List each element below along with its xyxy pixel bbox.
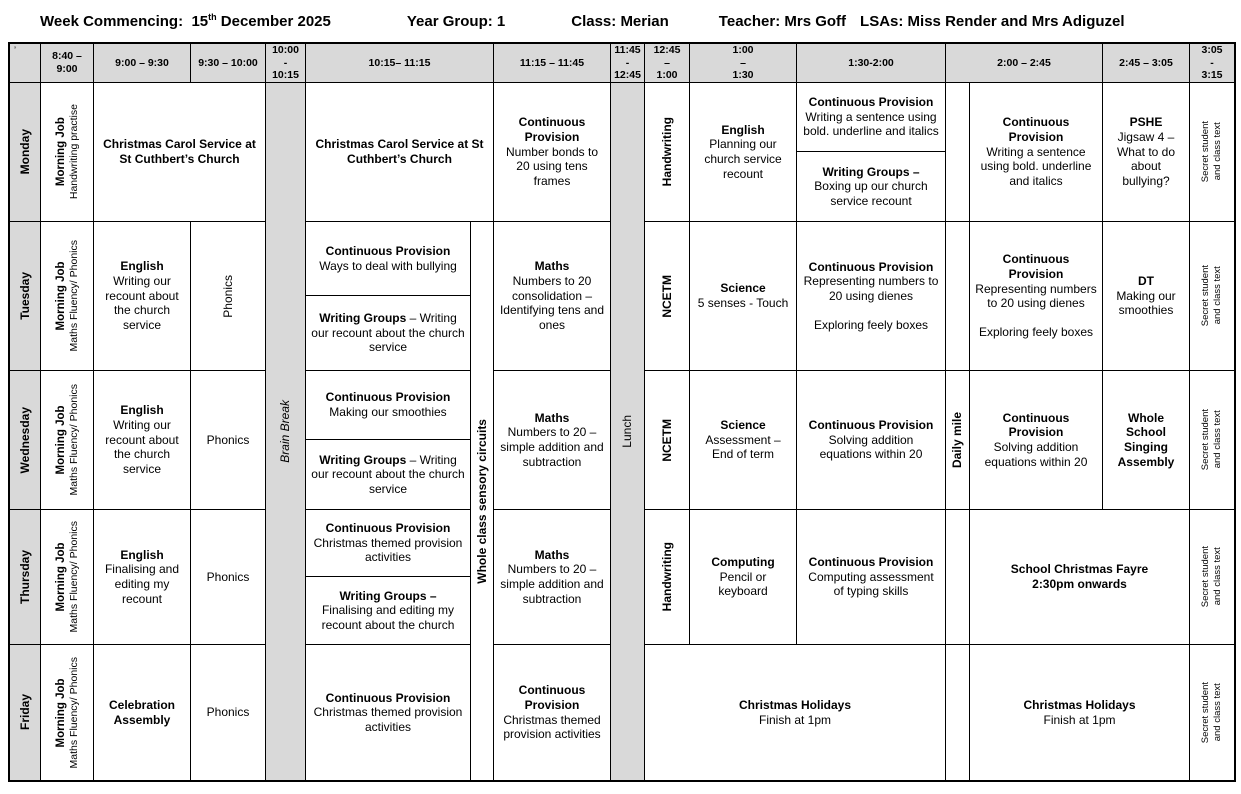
lesson-body: Maths Fluency/ Phonics [67,384,80,496]
secret-line: and class text [1212,547,1223,607]
lesson-body: Writing our recount about the church service [105,418,179,476]
cell-wed-maths [494,371,610,509]
lesson-title: Whole School Singing Assembly [1117,410,1175,469]
lesson-title: Continuous Provision [325,521,451,536]
week-commencing-text [40,12,331,30]
lesson-title: Morning Job [54,117,67,187]
cell-wed-phonics [191,371,265,509]
lesson-title: Continuous Provision [808,95,934,110]
cell-tue-english [94,222,190,370]
lesson [802,95,940,139]
cell-thu-1015-split [306,510,470,644]
lesson [1114,411,1178,470]
secret-line: and class text [1212,683,1223,742]
lesson [311,244,465,273]
cell-mon-secret-student [1190,83,1234,221]
lesson-body: Assessment – End of term [705,432,781,462]
lesson-body: Writing a sentence using bold. underline and italics [803,109,939,139]
lesson [99,698,185,727]
week-date-rest: December 2025 [216,13,331,30]
cell-wed-cp-130 [797,371,945,509]
time-label [654,44,681,82]
lesson-title: Morning Job [54,678,67,747]
split-top [306,371,470,440]
split-bottom [797,152,945,221]
lesson-body: Handwriting practise [67,104,80,200]
lesson [695,555,791,599]
day-name: Wednesday [17,406,32,474]
phonics-label: Phonics [220,274,235,318]
lesson-title: Christmas Holidays [1023,697,1136,712]
morning-job [54,657,81,768]
lesson-title: English [721,122,765,137]
secret-student [1200,546,1224,607]
lesson-body: Computing assessment of typing skills [808,569,934,599]
secret-student [1200,682,1224,743]
secret-line: and class text [1212,266,1223,326]
lesson-body: Solving addition equations within 20 [819,432,923,462]
time-line: 1:00 [656,69,678,82]
cell-tue-maths [494,222,610,370]
time-line: 11:45 [614,44,641,57]
split-top [797,83,945,152]
cell-thu-phonics [191,510,265,644]
cell-wed-singing-assembly [1103,371,1189,509]
lesson-body: Christmas themed provision activities [313,535,463,565]
lesson-body: Planning our church service recount [704,137,782,181]
header-time-1115-1145 [494,44,610,82]
lesson-title: Writing Groups – [339,588,437,603]
lesson [499,259,605,332]
header-time-100-130 [690,44,796,82]
header-time-1015-1115 [306,44,493,82]
day-label-friday [10,645,40,780]
time-line: 1:30 [732,69,754,82]
lesson-title: Maths [534,547,570,562]
lesson [802,260,940,333]
time-label: 9:00 – 9:30 [115,56,169,69]
phonics-label: Phonics [206,569,250,584]
year-group-text: Year Group: 1 [406,13,506,30]
pm-session-label: Handwriting [659,542,674,612]
lesson-body: Jigsaw 4 – What to do about bullying? [1116,130,1176,188]
lesson-title: Continuous Provision [808,418,934,433]
lesson [311,390,465,419]
lesson-body: Ways to deal with bullying [319,258,457,273]
cell-fri-daily-mile-empty [946,645,969,780]
lesson-body: Finalising and editing my recount about the church [321,603,455,632]
lesson-title: 2:30pm onwards [1032,577,1127,591]
header-time-305-315 [1190,44,1234,82]
cell-wed-1015-split [306,371,470,509]
week-date-ordinal: th [208,12,217,22]
time-label: 8:40 – 9:00 [52,50,82,75]
secret-student [1200,121,1224,182]
corner-mark: ’ [14,45,16,55]
time-label [732,44,753,82]
lesson [499,411,605,470]
time-label [272,44,299,82]
lesson [499,683,605,742]
secret-line: Secret student [1200,546,1212,608]
lesson-title: Christmas Carol Service at St Cuthbert’s Church [103,137,256,166]
brain-break-label: Brain Break [278,400,293,463]
cell-mon-cp-200 [970,83,1102,221]
phonics-label: Phonics [206,705,250,720]
lesson-title: English [120,547,164,562]
lesson-title: Continuous Provision [1002,410,1070,440]
time-line: 3:05 [1201,44,1223,57]
lesson [311,137,488,166]
lesson-title: Maths [534,259,570,274]
lesson-title: Continuous Provision [808,555,934,570]
cell-thu-english [94,510,190,644]
lesson-body: Numbers to 20 – simple addition and subtraction [500,562,604,606]
time-label: 2:00 – 2:45 [997,56,1051,69]
lesson-title: Writing Groups [319,311,407,326]
lesson-title: Christmas Holidays [738,697,852,712]
lesson [311,311,465,355]
cell-fri-cp-1115 [494,645,610,780]
time-line: - [283,56,288,69]
lesson-body: Numbers to 20 – simple addition and subtraction [500,425,604,469]
lesson-body: Christmas themed provision activities [313,705,463,734]
time-line: - [1210,56,1214,69]
cell-mon-cp-1115 [494,83,610,221]
lesson-body: Exploring feely boxes [978,324,1094,339]
lesson [499,548,605,607]
lesson-title: DT [1138,274,1154,289]
week-date: 15 [191,13,209,30]
secret-line: Secret student [1200,265,1212,327]
lesson-body: Pencil or keyboard [718,569,768,599]
lesson [802,555,940,599]
cell-tue-daily-mile-empty [946,222,969,370]
lesson-title: English [120,259,164,274]
time-label [614,44,641,82]
cell-mon-english [690,83,796,221]
pm-session-label: Handwriting [659,117,674,187]
cell-tue-morning-job [41,222,93,370]
header-time-245-305 [1103,44,1189,82]
cell-brain-break [266,83,305,780]
cell-sensory-circuits [471,222,493,780]
lesson-body: Writing a sentence using bold. underline and italics [980,144,1092,188]
class-text: Class: Merian [571,13,669,30]
lesson [975,115,1097,188]
lesson-title: Christmas Carol Service at St Cuthbert’s Church [315,137,484,166]
lesson-body: Finalising and editing my recount [104,562,180,606]
header-corner-cell [10,44,40,82]
lesson [802,165,940,209]
lesson-body: Exploring feely boxes [813,317,929,332]
lesson [1108,115,1184,188]
split-bottom [306,577,470,644]
cell-thu-cp-130 [797,510,945,644]
split-bottom [306,296,470,370]
header-time-1145-1245 [611,44,644,82]
time-label: 1:30-2:00 [848,56,894,69]
lesson [695,123,791,182]
lesson-body: Maths Fluency/ Phonics [67,656,80,769]
lesson [99,403,185,476]
time-label: 10:15– 11:15 [368,56,431,69]
time-line: 10:00 [272,44,299,57]
time-line: 12:45 [653,44,681,57]
cell-wed-science [690,371,796,509]
lesson-body: Solving addition equations within 20 [984,440,1088,469]
lesson-title: Continuous Provision [808,259,934,274]
cell-tue-dt [1103,222,1189,370]
cell-mon-carol-service-1015 [306,83,493,221]
header-time-130-200 [797,44,945,82]
lesson-title: Continuous Provision [1002,115,1070,145]
cell-thu-secret-student [1190,510,1234,644]
teacher-text: Teacher: Mrs Goff [718,13,847,30]
lesson [975,411,1097,470]
cell-wed-morning-job [41,371,93,509]
lesson-body: – Writing our recount about the church service [311,452,465,496]
secret-line: Secret student [1200,681,1212,744]
lesson [975,252,1097,339]
lesson-title: Continuous Provision [325,390,451,405]
secret-line: and class text [1212,410,1223,470]
lesson-title: Continuous Provision [518,683,586,712]
lesson [695,418,791,462]
lesson-title: Morning Job [54,542,67,612]
lesson [650,698,940,727]
cell-tue-science [690,222,796,370]
cell-fri-cp-1015 [306,645,470,780]
lesson-body: Boxing up our church service recount [814,179,928,208]
cell-fri-christmas-holidays-pm1 [645,645,945,780]
lesson [311,691,465,735]
cell-thu-computing [690,510,796,644]
cell-tue-cp-200 [970,222,1102,370]
split-top [306,222,470,296]
split-top [306,510,470,577]
lesson [499,115,605,188]
lesson-title: Continuous Provision [518,115,586,145]
cell-lunch [611,83,644,780]
secret-student [1200,265,1224,326]
lesson [311,521,465,565]
day-name: Monday [17,129,32,175]
lesson [99,548,185,607]
lesson-body: Maths Fluency/ Phonics [67,521,80,633]
lesson [695,281,791,310]
lesson-body: Finish at 1pm [1043,712,1116,727]
day-label-wednesday [10,371,40,509]
phonics-label: Phonics [206,432,250,447]
cell-thu-pm-handwriting [645,510,689,644]
cell-wed-secret-student [1190,371,1234,509]
daily-mile-label: Daily mile [950,411,965,469]
pm-session-label: NCETM [659,418,674,462]
time-line: 12:45 [614,69,641,82]
time-line: – [740,56,746,69]
cell-tue-1015-split [306,222,470,370]
cell-mon-daily-mile-empty [946,83,969,221]
morning-job [54,240,81,351]
lesson-title: Continuous Provision [1002,252,1070,282]
lesson [99,137,260,166]
header-time-930-1000 [191,44,265,82]
day-label-thursday [10,510,40,644]
lesson-title: Science [720,418,766,433]
lunch-label: Lunch [620,415,635,448]
time-label: 9:30 – 10:00 [198,56,258,69]
secret-line: Secret student [1200,409,1212,471]
cell-mon-pm-handwriting [645,83,689,221]
lesson-title: Writing Groups [319,452,407,467]
cell-fri-morning-job [41,645,93,780]
time-label: 2:45 – 3:05 [1119,56,1173,69]
lesson [99,259,185,332]
lesson-body: Finish at 1pm [758,712,832,727]
time-line: 10:15 [272,69,299,82]
lesson [311,453,465,497]
cell-tue-pm-ncetm [645,222,689,370]
cell-fri-secret-student [1190,645,1234,780]
cell-tue-secret-student [1190,222,1234,370]
split-bottom [306,440,470,509]
lesson-body: Representing numbers to 20 using dienes [803,274,939,303]
morning-job [54,521,81,632]
header-time-1245-100 [645,44,689,82]
day-label-monday [10,83,40,221]
pm-session-label: NCETM [659,274,674,318]
lesson-body: Numbers to 20 consolidation – Identifying tens and ones [499,274,605,332]
time-line: - [625,56,630,69]
lesson-title: Morning Job [54,261,67,331]
header-time-200-245 [946,44,1102,82]
lesson-title: Computing [711,555,775,570]
time-line: 3:15 [1201,69,1223,82]
time-label [1201,44,1222,82]
cell-wed-cp-200 [970,371,1102,509]
header-time-900-930 [94,44,190,82]
cell-thu-christmas-fayre [970,510,1189,644]
lesson-title: Continuous Provision [325,243,451,258]
cell-fri-celebration-assembly [94,645,190,780]
lesson-body: Maths Fluency/ Phonics [67,240,80,352]
cell-mon-pshe [1103,83,1189,221]
lesson-title: Science [720,281,766,296]
lesson-body: – Writing our recount about the church service [311,311,465,355]
cell-thu-daily-mile-empty [946,510,969,644]
secret-line: Secret student [1200,121,1212,183]
lesson-title: PSHE [1129,115,1163,130]
lesson-title: Continuous Provision [325,690,451,705]
lesson-title: English [120,403,164,418]
cell-wed-english [94,371,190,509]
cell-thu-morning-job [41,510,93,644]
cell-wed-daily-mile [946,371,969,509]
lesson-body: Representing numbers to 20 using dienes [975,281,1097,311]
lesson-body: Christmas themed provision activities [503,712,601,742]
secret-line: and class text [1212,122,1223,182]
day-name: Thursday [17,549,32,604]
header-time-1000-1015 [266,44,305,82]
cell-fri-phonics [191,645,265,780]
cell-thu-maths [494,510,610,644]
day-name: Friday [17,694,32,731]
lesson-body: Making our smoothies [329,405,447,419]
time-label: 11:15 – 11:45 [519,56,585,69]
lesson [1108,274,1184,318]
day-label-tuesday [10,222,40,370]
cell-mon-carol-service-am [94,83,265,221]
week-commencing-label: Week Commencing: [40,13,184,30]
header-time-840-900 [41,44,93,82]
cell-tue-cp-130 [797,222,945,370]
morning-job [54,104,81,199]
morning-job [54,384,81,495]
document-title-bar [8,12,1241,30]
lesson [975,562,1184,591]
timetable-grid [8,42,1236,782]
cell-wed-pm-ncetm [645,371,689,509]
secret-student [1200,409,1224,470]
time-line: 1:00 [732,44,754,57]
cell-tue-phonics [191,222,265,370]
cell-fri-christmas-holidays-pm2 [970,645,1189,780]
lesson [802,418,940,462]
cell-mon-morning-job [41,83,93,221]
lesson-body: Writing our recount about the church service [105,274,179,332]
time-line: – [664,56,670,69]
day-name: Tuesday [17,272,32,320]
lesson-body: Making our smoothies [1116,288,1176,318]
lesson-body: Number bonds to 20 using tens frames [505,144,599,188]
lesson-title: School Christmas Fayre [1010,562,1149,577]
sensory-circuits-label: Whole class sensory circuits [474,418,489,584]
lesson-title: Writing Groups – [822,164,920,179]
lesson-title: Morning Job [54,405,67,475]
lesson-title: Maths [534,410,570,425]
lsas-text: LSAs: Miss Render and Mrs Adiguzel [860,13,1125,30]
lesson-body: 5 senses - Touch [697,296,789,310]
lesson [311,589,465,633]
lesson [975,698,1184,727]
lesson-title: Celebration Assembly [108,697,175,727]
cell-mon-130-split [797,83,945,221]
